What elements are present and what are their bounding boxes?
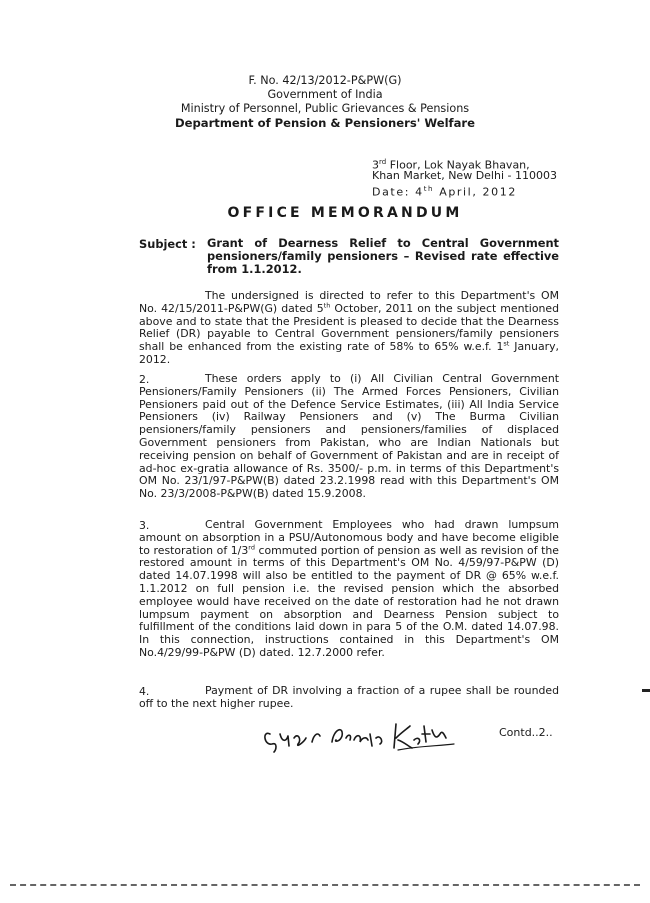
page-bottom-rule xyxy=(10,884,640,886)
handwritten-signature xyxy=(258,712,458,757)
subject-text: Grant of Dearness Relief to Central Government pensioners/family pensioners – Revised rate effective from 1.1.2012. xyxy=(207,236,559,276)
government-line: Government of India xyxy=(267,88,383,101)
file-number: F. No. 42/13/2012-P&PW(G) xyxy=(248,74,402,87)
department-line: Department of Pension & Pensioners' Welfare xyxy=(174,116,476,130)
paragraph-3-number: 3. xyxy=(139,519,150,532)
scan-edge-mark xyxy=(642,689,650,692)
ministry-line: Ministry of Personnel, Public Grievances & Pensions xyxy=(180,102,470,115)
address-floor: 3rd Floor, Lok Nayak Bhavan, xyxy=(372,158,530,172)
paragraph-2-number: 2. xyxy=(139,373,150,386)
continued-marker: Contd..2.. xyxy=(499,726,553,739)
paragraph-4: Payment of DR involving a fraction of a rupee shall be rounded off to the next higher rupee. xyxy=(139,684,559,710)
paragraph-2: These orders apply to (i) All Civilian Central Government Pensioners/Family Pensioners (ii) The Armed Forces Pensioners, Civilian Pensioners paid out of the Defence Service Estimates, (iii) All India Service Pensioners (iv) Railway Pensioners and (v) The Burma Civilian pensioners/family pensioners and pensioners/families of displaced Government pensioners from Pakistan, who are Indian Nationals but receiving pension on behalf of Government of Pakistan and are in receipt of ad-hoc ex-gratia allowance of Rs. 3500/- p.m. in terms of this Department's OM No. 23/1/97-P&PW(B) dated 23.2.1998 read with this Department's OM No. 23/3/2008-P&PW(B) dated 15.9.2008. xyxy=(139,372,559,501)
memo-title: OFFICE MEMORANDUM xyxy=(227,205,463,221)
memo-date: Date: 4th April, 2012 xyxy=(372,185,517,199)
subject-label: Subject : xyxy=(139,237,196,251)
paragraph-4-number: 4. xyxy=(139,685,150,698)
address-city: Khan Market, New Delhi - 110003 xyxy=(372,169,557,182)
paragraph-3: Central Government Employees who had drawn lumpsum amount on absorption in a PSU/Autonomous body and have become eligible to restoration of 1/3rd commuted portion of pension as well as revision of the restored amount in terms of this Department's OM No. 4/59/97-P&PW (D) dated 14.07.1998 will also be entitled to the payment of DR @ 65% w.e.f. 1.1.2012 on full pension i.e. the revised pension which the absorbed employee would have received on the date of restoration had he not drawn lumpsum payment on absorption and Dearness Pension subject to fulfillment of the conditions laid down in para 5 of the O.M. dated 14.07.98. In this connection, instructions contained in this Department's OM No.4/29/99-P&PW (D) dated. 12.7.2000 refer. xyxy=(139,518,559,659)
paragraph-1: The undersigned is directed to refer to this Department's OM No. 42/15/2011-P&PW(G) dated 5th October, 2011 on the subject mentioned above and to state that the President is pleased to decide that the Dearness Relief (DR) payable to Central Government pensioners/family pensioners shall be enhanced from the existing rate of 58% to 65% w.e.f. 1st January, 2012. xyxy=(139,289,559,366)
